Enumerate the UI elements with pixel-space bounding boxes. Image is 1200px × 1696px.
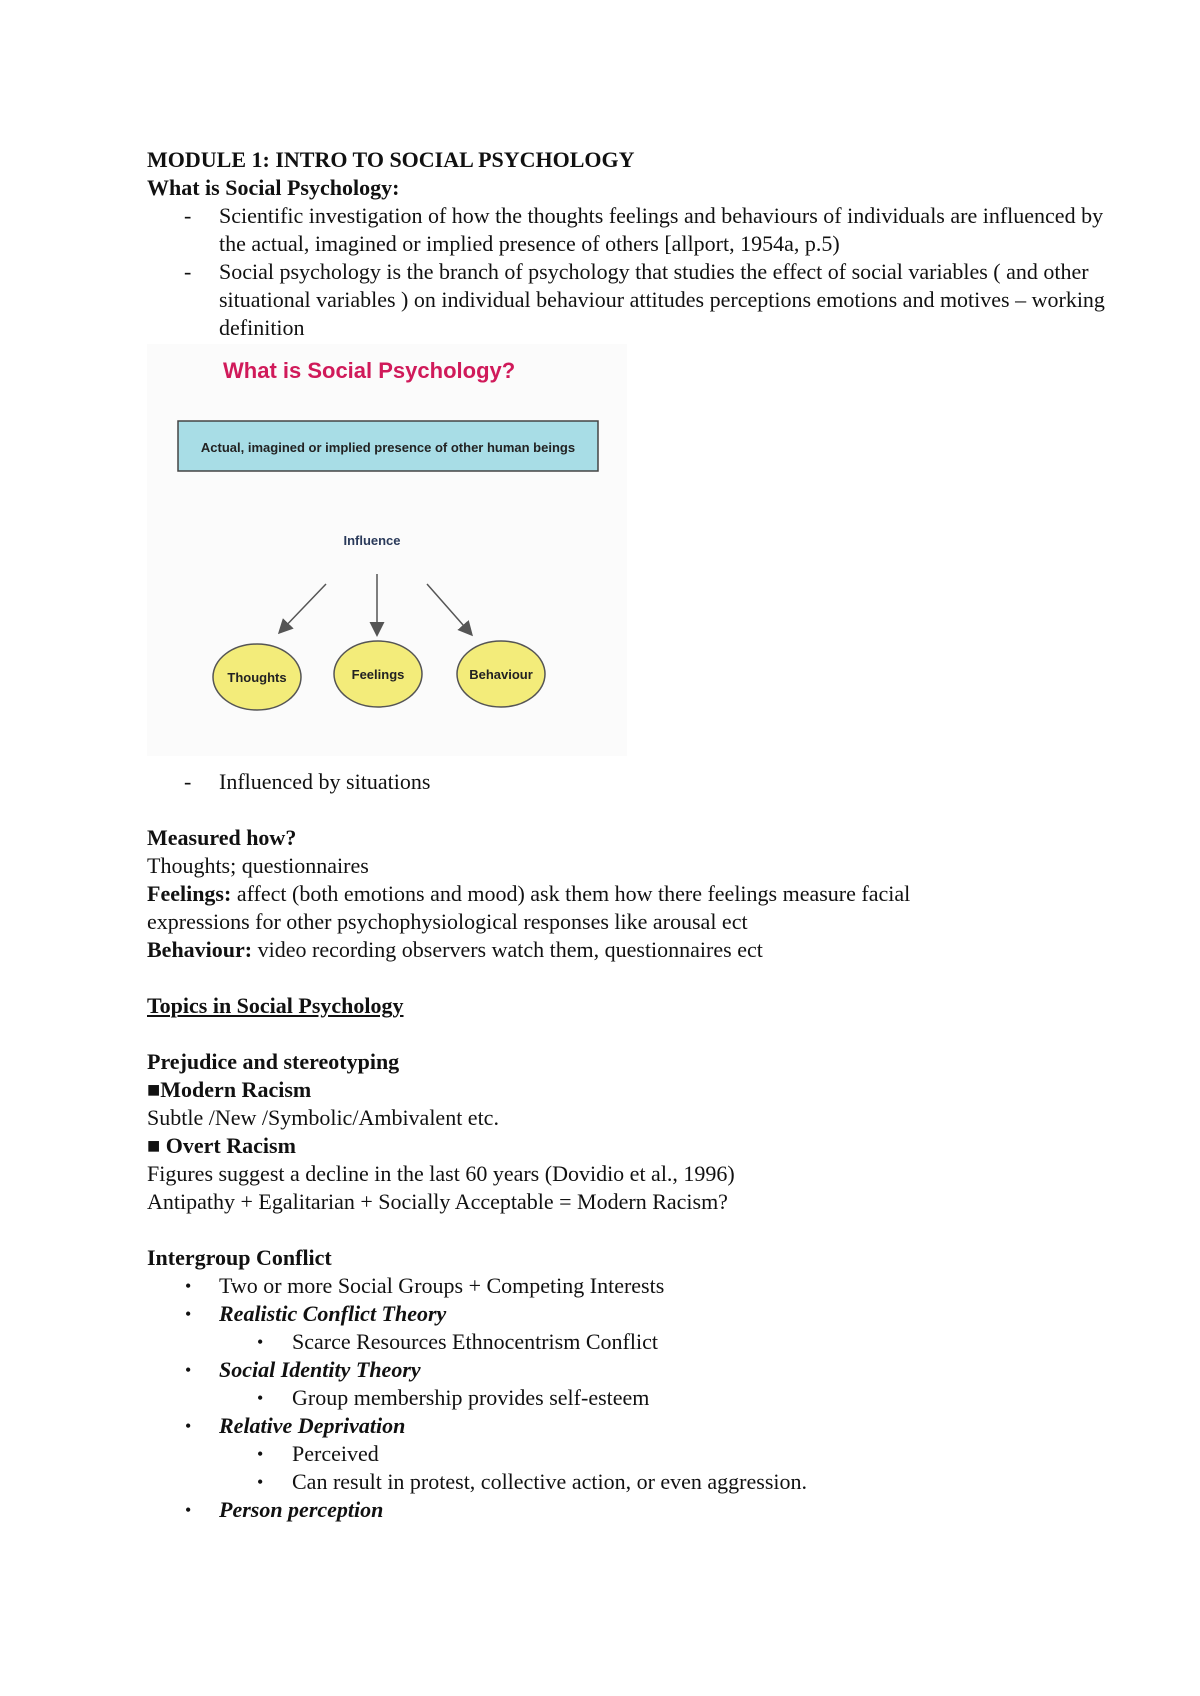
definition-item: [147, 202, 1107, 258]
figure-diagram: [147, 344, 627, 756]
overt-racism-label: ■ Overt Racism: [147, 1133, 296, 1158]
influence-label: Influence: [343, 533, 401, 548]
overt-racism-equation: Antipathy + Egalitarian + Socially Acceptable = Modern Racism?: [147, 1189, 728, 1214]
list-item-text: Social Identity Theory: [219, 1357, 421, 1382]
list-item: [147, 1300, 1107, 1328]
list-item-text: Realistic Conflict Theory: [219, 1301, 447, 1326]
bullet-icon: •: [257, 1388, 264, 1408]
definition-item: [147, 258, 1107, 342]
bullet-icon: •: [257, 1444, 264, 1464]
list-item: [147, 1412, 1107, 1440]
list-item-text: Person perception: [219, 1497, 384, 1522]
list-item: [147, 1272, 1107, 1300]
feelings-label: Feelings:: [147, 881, 232, 906]
list-item-text: Relative Deprivation: [219, 1413, 406, 1438]
module-title: MODULE 1: INTRO TO SOCIAL PSYCHOLOGY: [147, 147, 635, 172]
dash-marker: -: [184, 259, 192, 284]
modern-racism-label: ■Modern Racism: [147, 1077, 312, 1102]
feelings-measure: [147, 880, 1107, 908]
what-heading: What is Social Psychology:: [147, 175, 400, 200]
feelings-label: Feelings: [351, 667, 405, 682]
behaviour-label: Behaviour:: [147, 937, 253, 962]
bullet-icon: •: [185, 1360, 192, 1380]
thoughts-measure: Thoughts; questionnaires: [147, 853, 369, 878]
behaviour-measure: [147, 936, 1107, 964]
sub-list-item: [147, 1440, 1107, 1468]
arrow-to-behaviour: [427, 584, 471, 634]
feelings-measure-cont: expressions for other psychophysiological responses like arousal ect: [147, 909, 748, 934]
arrow-to-thoughts: [280, 584, 326, 632]
sub-list-item: [147, 1384, 1107, 1412]
list-item: [147, 1356, 1107, 1384]
bullet-icon: •: [185, 1416, 192, 1436]
bullet-icon: •: [257, 1472, 264, 1492]
intergroup-heading: Intergroup Conflict: [147, 1245, 332, 1270]
behaviour-label: Behaviour: [469, 667, 533, 682]
sub-list-item: [147, 1468, 1107, 1496]
sub-list-item-text: Perceived: [292, 1441, 379, 1466]
overt-racism-text: Figures suggest a decline in the last 60 years (Dovidio et al., 1996): [147, 1161, 735, 1186]
sub-list-item: [147, 1328, 1107, 1356]
social-psychology-figure: [147, 344, 627, 756]
bullet-icon: •: [257, 1332, 264, 1352]
feelings-text: affect (both emotions and mood) ask them how there feelings measure facial: [231, 881, 911, 906]
definition-text: Scientific investigation of how the thoughts feelings and behaviours of individuals are influenced by the actual, imagined or implied presence of others [allport, 1954a, p.5): [219, 203, 1104, 256]
list-item-text: Two or more Social Groups + Competing Interests: [219, 1273, 665, 1298]
dash-marker: -: [184, 769, 192, 794]
bullet-icon: •: [185, 1276, 192, 1296]
thoughts-label: Thoughts: [227, 670, 287, 685]
measured-heading: Measured how?: [147, 825, 297, 850]
prejudice-heading: Prejudice and stereotyping: [147, 1049, 400, 1074]
influenced-item: [147, 768, 1107, 796]
topics-heading: Topics in Social Psychology: [147, 993, 404, 1018]
list-item: [147, 1496, 1107, 1524]
sub-list-item-text: Group membership provides self-esteem: [292, 1385, 650, 1410]
presence-box-text: Actual, imagined or implied presence of other human beings: [200, 440, 576, 455]
modern-racism-text: Subtle /New /Symbolic/Ambivalent etc.: [147, 1105, 499, 1130]
definition-text: Social psychology is the branch of psychology that studies the effect of social variables ( and other situational variables ) on individual behaviour attitudes perceptions emotions and motives – working definition: [219, 259, 1105, 340]
sub-list-item-text: Scarce Resources Ethnocentrism Conflict: [292, 1329, 658, 1354]
behaviour-text: video recording observers watch them, questionnaires ect: [252, 937, 763, 962]
document-page: [147, 146, 1107, 1524]
influenced-text: Influenced by situations: [219, 769, 431, 794]
bullet-icon: •: [185, 1304, 192, 1324]
dash-marker: -: [184, 203, 192, 228]
sub-list-item-text: Can result in protest, collective action, or even aggression.: [292, 1469, 808, 1494]
figure-title: What is Social Psychology?: [223, 358, 516, 383]
bullet-icon: •: [185, 1500, 192, 1520]
